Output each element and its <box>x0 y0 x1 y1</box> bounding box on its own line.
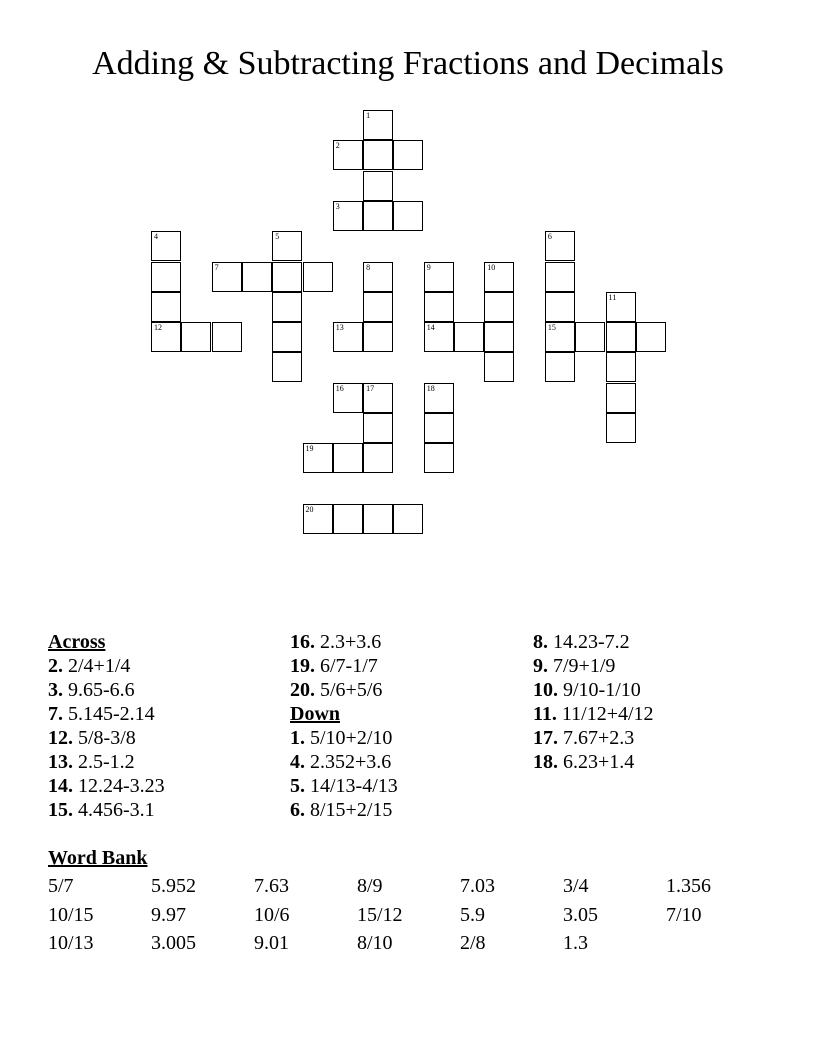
crossword-cell[interactable] <box>484 322 514 352</box>
crossword-cell[interactable] <box>333 322 363 352</box>
clue-number: 8. <box>533 631 548 653</box>
crossword-cell[interactable] <box>545 292 575 322</box>
crossword-cell[interactable] <box>363 292 393 322</box>
crossword-cell[interactable] <box>424 413 454 443</box>
clue-number: 11. <box>533 703 557 725</box>
crossword-cell[interactable] <box>454 322 484 352</box>
crossword-cell[interactable] <box>181 322 211 352</box>
clue-number: 14 <box>426 323 435 333</box>
clue-number: 7 <box>214 262 219 272</box>
clue-item <box>533 630 773 654</box>
clue-item <box>48 774 288 798</box>
crossword-cell[interactable] <box>363 201 393 231</box>
clue-expression: 5/6+5/6 <box>315 679 383 701</box>
clue-item <box>48 678 288 702</box>
word-bank-item: 10/13 <box>48 932 94 954</box>
clue-number: 2. <box>48 655 63 677</box>
clue-number: 15. <box>48 799 73 821</box>
clue-number: 9 <box>426 262 431 272</box>
crossword-cell[interactable] <box>606 413 636 443</box>
crossword-cell[interactable] <box>484 292 514 322</box>
clue-expression: 14.23-7.2 <box>548 631 630 653</box>
clue-number: 1 <box>366 111 371 120</box>
clue-expression: 2.352+3.6 <box>305 751 392 773</box>
clue-expression: 6.23+1.4 <box>558 751 635 773</box>
clue-number: 20. <box>290 679 315 701</box>
clue-number: 12 <box>154 323 162 333</box>
crossword-cell[interactable] <box>393 201 423 231</box>
word-bank-item: 10/6 <box>254 903 290 926</box>
word-bank-item: 5/7 <box>48 875 74 897</box>
clue-number: 4 <box>154 232 158 242</box>
crossword-cell[interactable] <box>151 322 181 352</box>
crossword-cell[interactable] <box>363 322 393 352</box>
crossword-cell[interactable] <box>424 262 454 292</box>
word-bank-item: 15/12 <box>357 903 403 926</box>
clue-expression: 2.5-1.2 <box>73 751 135 773</box>
clue-number: 4. <box>290 751 305 773</box>
word-bank-item: 8/9 <box>357 875 383 897</box>
word-bank-item: 7.63 <box>254 875 289 897</box>
crossword-cell[interactable] <box>272 262 302 292</box>
word-bank-item: 2/8 <box>460 932 486 954</box>
clue-number: 5. <box>290 775 305 797</box>
clue-item <box>533 678 773 702</box>
clue-item <box>48 726 288 750</box>
crossword-cell[interactable] <box>272 322 302 352</box>
word-bank-item: 1.3 <box>563 932 588 954</box>
clue-number: 3 <box>335 201 340 211</box>
crossword-cell[interactable] <box>363 383 393 413</box>
crossword-cell[interactable] <box>636 322 666 352</box>
clue-item <box>290 774 530 798</box>
word-bank-item: 9.97 <box>151 903 186 926</box>
crossword-cell[interactable] <box>272 292 302 322</box>
crossword-cell[interactable] <box>303 443 333 473</box>
clue-item <box>533 702 773 726</box>
crossword-cell[interactable] <box>424 383 454 413</box>
crossword-cell[interactable] <box>606 322 636 352</box>
clue-item <box>290 678 530 702</box>
clue-item <box>290 630 530 654</box>
clue-number: 20 <box>305 504 314 514</box>
word-bank-item: 3.005 <box>151 932 196 954</box>
clue-expression: 2.3+3.6 <box>315 631 382 653</box>
clue-number: 18. <box>533 751 558 773</box>
clue-expression: 9/10-1/10 <box>558 679 641 701</box>
crossword-cell[interactable] <box>545 231 575 261</box>
clue-item <box>48 798 288 822</box>
crossword-cell[interactable] <box>545 352 575 382</box>
crossword-cell[interactable] <box>424 292 454 322</box>
crossword-cell[interactable] <box>545 262 575 292</box>
word-bank-item: 8/10 <box>357 932 393 954</box>
crossword-cell[interactable] <box>424 443 454 473</box>
clue-item <box>48 654 288 678</box>
clue-number: 13. <box>48 751 73 773</box>
clue-item <box>533 654 773 678</box>
crossword-cell[interactable] <box>333 443 363 473</box>
clue-number: 1. <box>290 727 305 749</box>
crossword-cell[interactable] <box>363 171 393 201</box>
crossword-cell[interactable] <box>242 262 272 292</box>
clue-number: 19. <box>290 655 315 677</box>
down-clue-list-continued <box>533 630 773 774</box>
clue-number: 19 <box>305 444 314 454</box>
clue-expression: 14/13-4/13 <box>305 775 398 797</box>
crossword-cell[interactable] <box>333 504 363 534</box>
crossword-cell[interactable] <box>272 352 302 382</box>
crossword-cell[interactable] <box>393 140 423 170</box>
clue-number: 11 <box>608 292 617 302</box>
crossword-cell[interactable] <box>333 201 363 231</box>
clue-expression: 11/12+4/12 <box>556 703 654 725</box>
crossword-cell[interactable] <box>212 322 242 352</box>
clue-number: 6. <box>290 799 305 821</box>
word-bank-item: 7.03 <box>460 875 495 897</box>
clue-number: 2 <box>335 141 340 151</box>
clue-item <box>290 654 530 678</box>
crossword-cell[interactable] <box>272 231 302 261</box>
word-bank <box>48 874 769 960</box>
crossword-cell[interactable] <box>363 262 393 292</box>
down-clue-list <box>290 726 530 822</box>
clue-number: 18 <box>426 383 435 393</box>
clues-column-2 <box>290 630 530 822</box>
clue-expression: 5/10+2/10 <box>305 727 393 749</box>
crossword-cell[interactable] <box>393 504 423 534</box>
clue-expression: 8/15+2/15 <box>305 799 393 821</box>
crossword-cell[interactable] <box>363 140 393 170</box>
clue-number: 16. <box>290 631 315 653</box>
crossword-cell[interactable] <box>212 262 242 292</box>
page-title: Adding & Subtracting Fractions and Decimals <box>92 45 724 82</box>
clue-item <box>290 726 530 750</box>
clue-expression: 6/7-1/7 <box>315 655 378 677</box>
crossword-cell[interactable] <box>151 262 181 292</box>
word-bank-item: 9.01 <box>254 932 289 954</box>
clue-expression: 12.24-3.23 <box>73 775 165 797</box>
clue-expression: 7/9+1/9 <box>548 655 616 677</box>
clue-number: 6 <box>547 232 552 242</box>
clue-number: 9. <box>533 655 548 677</box>
word-bank-item: 1.356 <box>666 875 711 897</box>
clue-number: 17 <box>366 383 375 393</box>
clue-number: 3. <box>48 679 63 701</box>
crossword-cell[interactable] <box>484 262 514 292</box>
word-bank-item: 7/10 <box>666 903 702 926</box>
clue-number: 10. <box>533 679 558 701</box>
word-bank-item: 5.952 <box>151 875 196 897</box>
crossword-cell[interactable] <box>606 383 636 413</box>
clues-column-1 <box>48 630 288 822</box>
crossword-cell[interactable] <box>151 292 181 322</box>
clue-expression: 5/8-3/8 <box>73 727 136 749</box>
word-bank-item: 3/4 <box>563 875 589 897</box>
clue-number: 15 <box>547 323 556 333</box>
crossword-cell[interactable] <box>363 413 393 443</box>
clues-column-3 <box>533 630 773 774</box>
clue-number: 16 <box>335 383 344 393</box>
crossword-cell[interactable] <box>606 292 636 322</box>
clue-number: 14. <box>48 775 73 797</box>
clue-number: 7. <box>48 703 63 725</box>
word-bank-item: 3.05 <box>563 903 598 926</box>
clue-number: 12. <box>48 727 73 749</box>
clue-number: 5 <box>275 232 280 242</box>
across-clue-list-continued <box>290 630 530 702</box>
crossword-cell[interactable] <box>151 231 181 261</box>
clue-number: 8 <box>366 262 371 272</box>
crossword-cell[interactable] <box>424 322 454 352</box>
clue-item <box>533 750 773 774</box>
clue-item <box>290 750 530 774</box>
clue-number: 13 <box>335 323 344 333</box>
across-clue-list <box>48 654 288 822</box>
crossword-cell[interactable] <box>575 322 605 352</box>
crossword-cell[interactable] <box>333 140 363 170</box>
clue-item <box>290 798 530 822</box>
crossword-cell[interactable] <box>303 262 333 292</box>
clue-expression: 7.67+2.3 <box>558 727 635 749</box>
clue-expression: 5.145-2.14 <box>63 703 155 725</box>
clue-expression: 9.65-6.6 <box>63 679 135 701</box>
crossword-cell[interactable] <box>606 352 636 382</box>
clue-expression: 2/4+1/4 <box>63 655 131 677</box>
clue-expression: 4.456-3.1 <box>73 799 155 821</box>
clue-item <box>533 726 773 750</box>
word-bank-item: 10/15 <box>48 903 94 926</box>
crossword-cell[interactable] <box>303 504 333 534</box>
word-bank-item: 5.9 <box>460 903 485 926</box>
clue-number: 17. <box>533 727 558 749</box>
crossword-cell[interactable] <box>363 110 393 140</box>
crossword-cell[interactable] <box>484 352 514 382</box>
crossword-cell[interactable] <box>363 504 393 534</box>
across-heading: Across <box>48 631 106 653</box>
crossword-cell[interactable] <box>363 443 393 473</box>
clue-item <box>48 702 288 726</box>
clue-item <box>48 750 288 774</box>
clue-number: 10 <box>487 262 496 272</box>
crossword-cell[interactable] <box>333 383 363 413</box>
crossword-cell[interactable] <box>545 322 575 352</box>
word-bank-title: Word Bank <box>48 847 148 869</box>
down-heading: Down <box>290 703 341 725</box>
